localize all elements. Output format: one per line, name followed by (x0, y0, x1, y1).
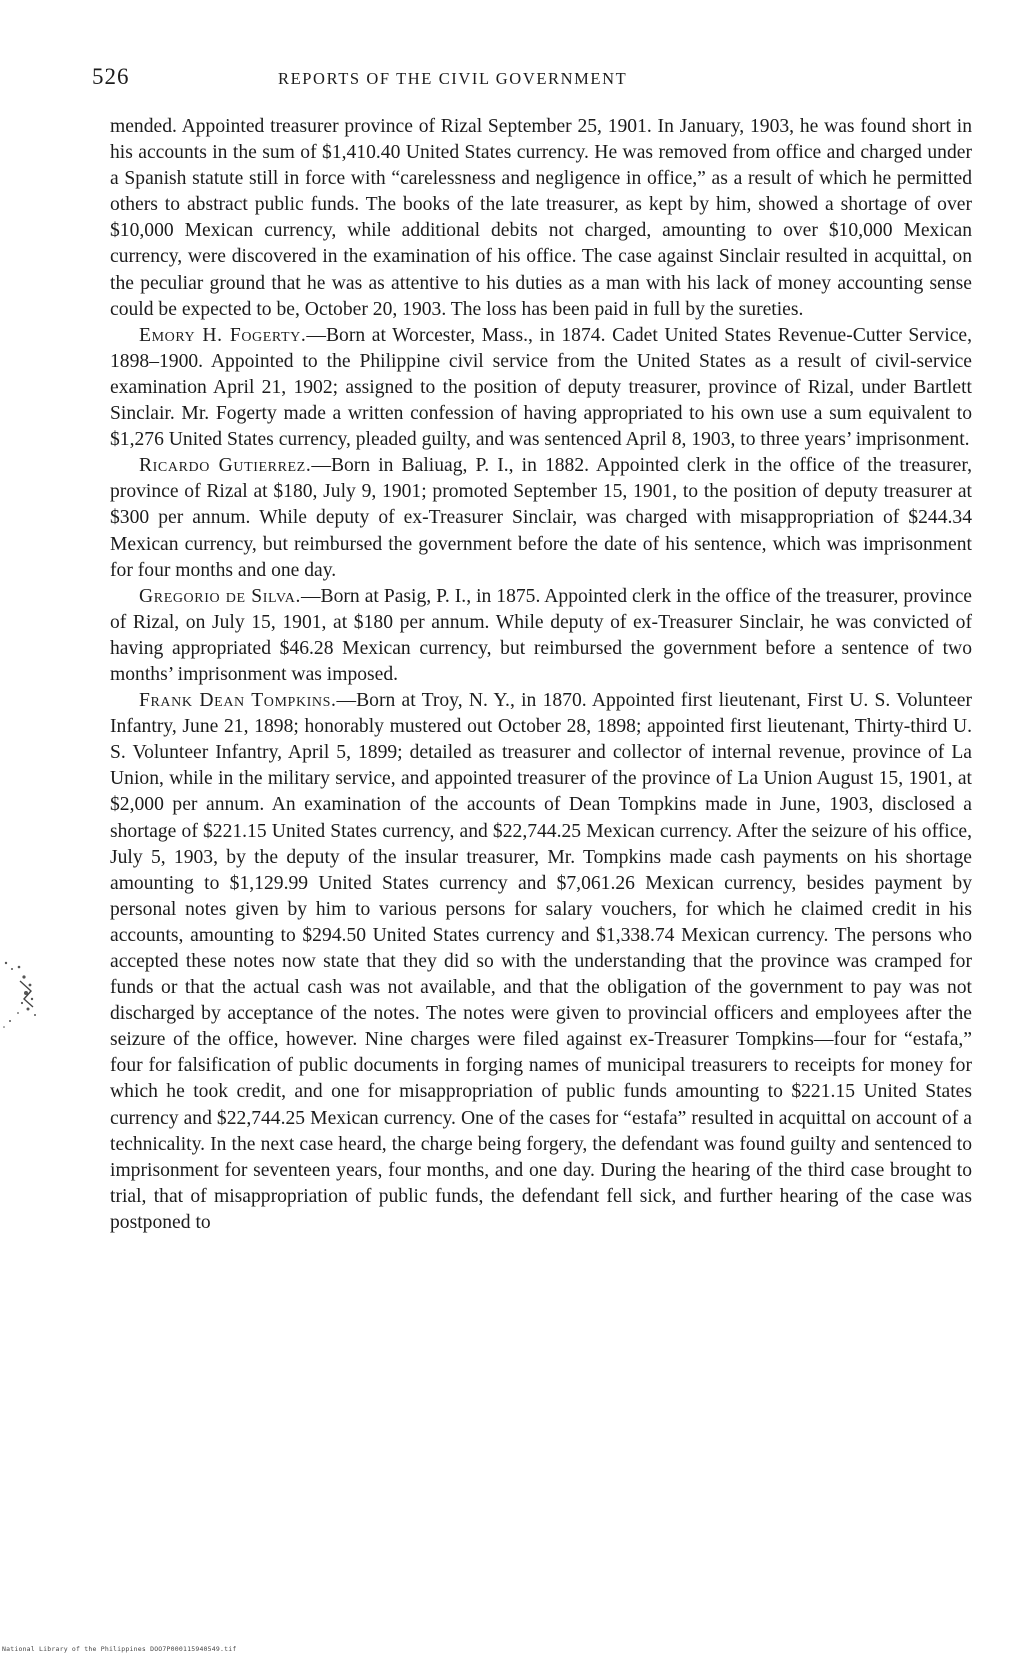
person-name-heading: Ricardo Gutierrez. (139, 455, 312, 477)
person-name-heading: Gregorio de Silva. (139, 585, 301, 607)
paragraph-de-silva (110, 584, 972, 688)
running-head: REPORTS OF THE CIVIL GOVERNMENT (278, 69, 628, 88)
paragraph-fogerty (110, 323, 972, 453)
paragraph-text: —Born at Worcester, Mass., in 1874. Cadet United States Revenue-Cutter Service, 1898–1900. Appointed to the Philippine civil service from the United States as a result of civil-service examination April 21, 1902; assigned to the position of deputy treasurer, province of Rizal, under Bartlett Sinclair. Mr. Fogerty made a written confession of having appropriated to his own use a sum equivalent to $1,276 United States currency, pleaded guilty, and was sentenced April 8, 1903, to three years’ imprisonment. (110, 324, 972, 451)
paragraph-sinclair-continued (110, 114, 972, 323)
paragraph-text: mended. Appointed treasurer province of Rizal September 25, 1901. In January, 1903, he was found short in his accounts in the sum of $1,410.40 United States currency. He was removed from office and charged under a Spanish statute still in force with “carelessness and negligence in office,” as a result of which he permitted others to abstract public funds. The books of the late treasurer, as kept by him, showed a shortage of over $10,000 Mexican currency, while additional debits not charged, amounting to over $10,000 Mexican currency, were discovered in the examination of his office. The case against Sinclair resulted in acquittal, on the peculiar ground that he was as attentive to his duties as a man with his lack of money accounting sense could be expected to be, October 20, 1903. The loss has been paid in full by the sureties. (110, 116, 972, 320)
person-name-heading: Emory H. Fogerty. (139, 324, 307, 346)
scan-footer: National Library of the Philippines DOO7P000115940549.tif (2, 1645, 237, 1653)
paragraph-text: —Born at Pasig, P. I., in 1875. Appointed clerk in the office of the treasurer, province of Rizal, on July 15, 1901, at $180 per annum. While deputy of ex-Treasurer Sinclair, he was convicted of having appropriated $46.28 Mexican currency, but reimbursed the government before a sentence of two months’ imprisonment was imposed. (110, 585, 972, 685)
person-name-heading: Frank Dean Tompkins. (139, 690, 337, 712)
paragraph-gutierrez (110, 453, 972, 583)
body-text (110, 114, 972, 1236)
margin-ink-mark (0, 955, 42, 1033)
page-number: 526 (92, 64, 130, 89)
page-header (92, 64, 972, 94)
paragraph-tompkins (110, 688, 972, 1236)
paragraph-text: —Born at Troy, N. Y., in 1870. Appointed first lieutenant, First U. S. Volunteer Infantry, June 21, 1898; honorably mustered out October 28, 1898; appointed first lieutenant, Thirty-third U. S. Volunteer Infantry, April 5, 1899; detailed as treasurer and collector of internal revenue, province of La Union, while in the military service, and appointed treasurer of the province of La Union August 15, 1901, at $2,000 per annum. An examination of the accounts of Dean Tompkins made in June, 1903, disclosed a shortage of $221.15 United States currency, and $22,744.25 Mexican currency. After the seizure of his office, July 5, 1903, by the deputy of the insular treasurer, Mr. Tompkins made cash payments on his shortage amounting to $1,129.99 United States currency and $7,061.26 Mexican currency, besides payment by personal notes given by him to various persons for salary vouchers, for which he claimed credit in his accounts, amounting to $294.50 United States currency and $1,338.74 Mexican currency. The persons who accepted these notes now state that they did so with the understanding that the province was cramped for funds or that the actual cash was not available, and that the obligation of the government to pay was not discharged by acceptance of the notes. The notes were given to provincial officers and employees after the seizure of the office, however. Nine charges were filed against ex-Treasurer Tompkins—four for “estafa,” four for falsification of public documents in forging names of municipal treasurers to receipts for money for which he took credit, and one for misappropriation of public funds amounting to $221.15 United States currency and $22,744.25 Mexican currency. One of the cases for “estafa” resulted in acquittal on account of a technicality. In the next case heard, the charge being forgery, the defendant was found guilty and sentenced to imprisonment for seventeen years, four months, and one day. During the hearing of the third case brought to trial, that of misappropriation of public funds, the defendant fell sick, and further hearing of the case was postponed to (110, 690, 973, 1233)
paragraph-text: —Born in Baliuag, P. I., in 1882. Appointed clerk in the office of the treasurer, province of Rizal at $180, July 9, 1901; promoted September 15, 1901, to the position of deputy treasurer at $300 per annum. While deputy of ex-Treasurer Sinclair, was charged with misappropriation of $244.34 Mexican currency, but reimbursed the government before the date of his sentence, which was imprisonment for four months and one day. (110, 455, 973, 581)
